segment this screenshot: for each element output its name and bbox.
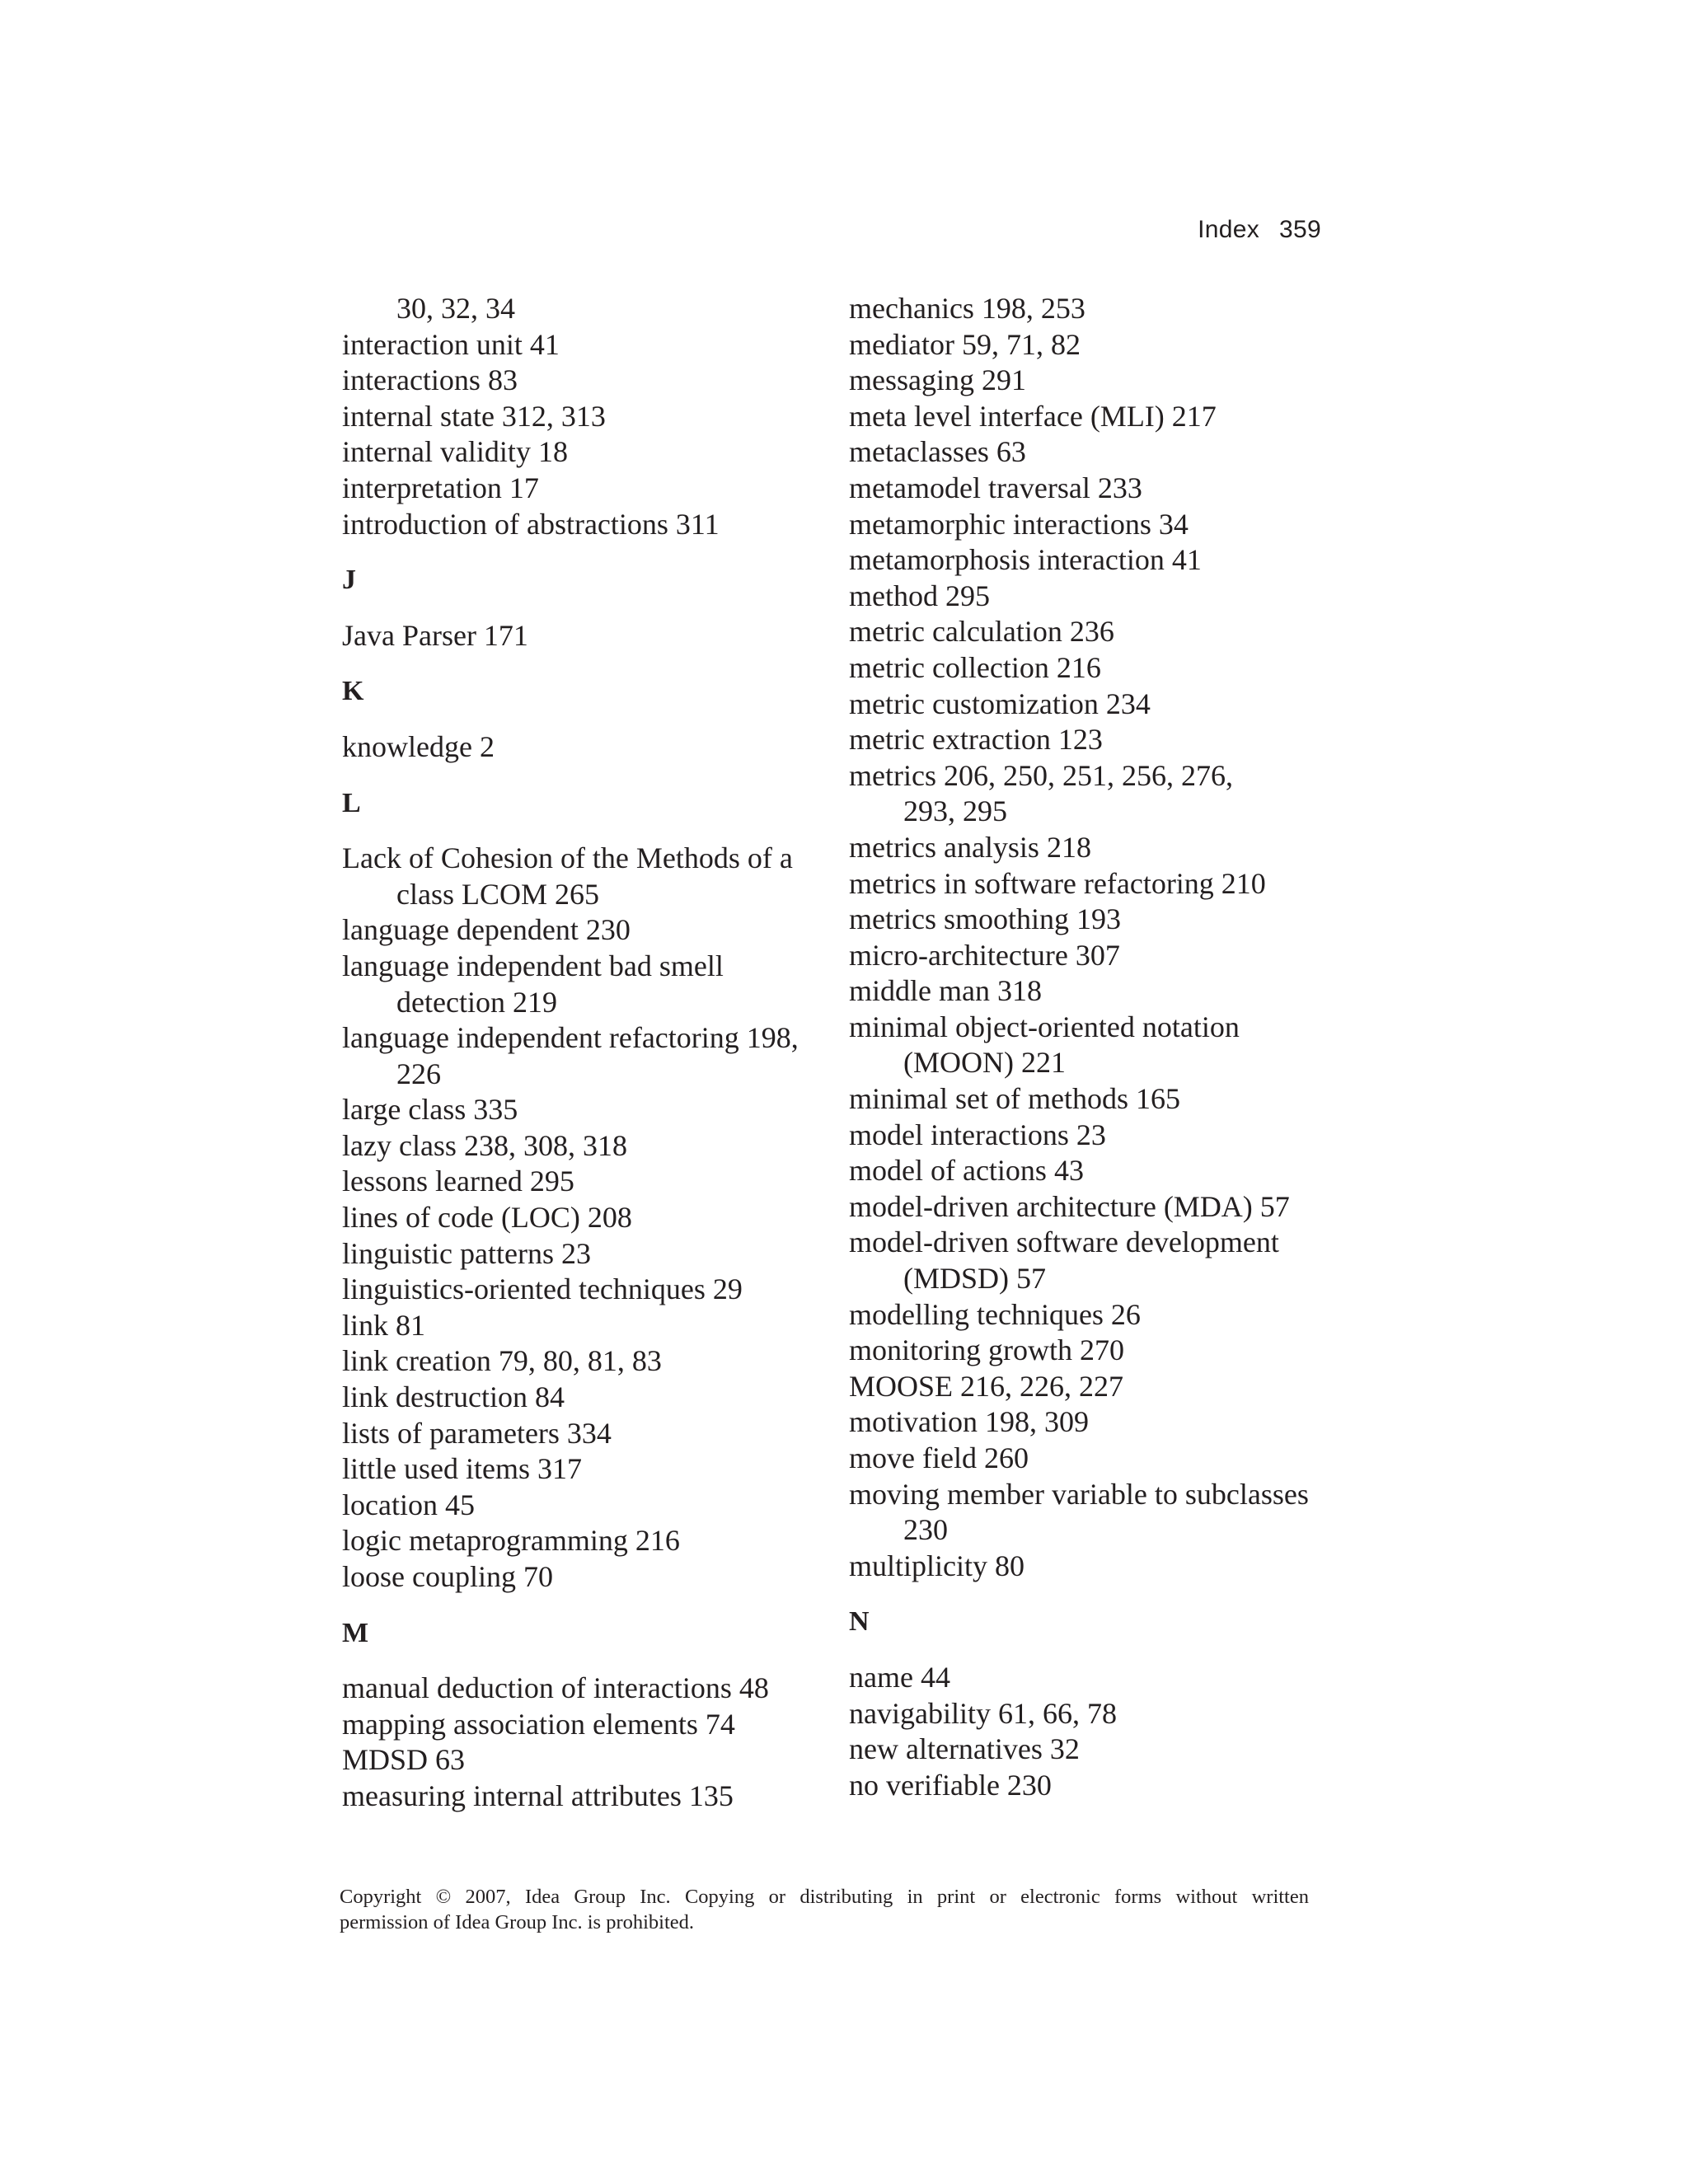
copyright-line-2: permission of Idea Group Inc. is prohibited. [340,1911,695,1933]
index-entry: metrics 206, 250, 251, 256, 276, [849,758,1233,792]
index-entry: interpretation 17 [342,471,539,504]
index-section-letter: N [849,1606,870,1638]
index-section-letter: M [342,1617,369,1648]
index-entry: link destruction 84 [342,1380,565,1414]
index-column-right [849,291,1343,1803]
index-entry: interactions 83 [342,363,518,397]
index-entry: metrics in software refactoring 210 [849,866,1266,900]
index-entry: monitoring growth 270 [849,1333,1124,1367]
index-entry: minimal set of methods 165 [849,1082,1180,1116]
copyright-line-1: Copyright © 2007, Idea Group Inc. Copying or distributing in print or electronic forms without written [340,1886,1309,1908]
index-entry: introduction of abstractions 311 [342,507,720,541]
index-entry: logic metaprogramming 216 [342,1524,680,1558]
index-entry: multiplicity 80 [849,1549,1025,1582]
index-section-letter: K [342,676,364,707]
index-entry: measuring internal attributes 135 [342,1779,734,1812]
index-entry: no verifiable 230 [849,1768,1052,1802]
index-entry-continuation: 226 [396,1057,441,1090]
index-entry-continuation: (MDSD) 57 [903,1262,1047,1296]
index-entry: mediator 59, 71, 82 [849,327,1081,361]
index-entry: metric calculation 236 [849,615,1114,649]
index-entry: metric collection 216 [849,650,1101,684]
index-entry-continuation: 230 [903,1513,948,1547]
index-entry: minimal object-oriented notation [849,1010,1240,1043]
index-entry: model-driven software development [849,1226,1279,1259]
index-entry: link creation 79, 80, 81, 83 [342,1344,662,1378]
index-entry: lessons learned 295 [342,1165,574,1198]
index-entry: lines of code (LOC) 208 [342,1201,632,1235]
index-entry: linguistics-oriented techniques 29 [342,1272,743,1306]
index-entry: MDSD 63 [342,1743,466,1777]
index-entry: link 81 [342,1308,426,1342]
index-entry: Java Parser 171 [342,618,528,652]
index-entry: modelling techniques 26 [849,1297,1141,1331]
index-entry: interaction unit 41 [342,327,560,361]
index-entry: metaclasses 63 [849,435,1026,469]
index-entry: little used items 317 [342,1452,582,1486]
index-entry: messaging 291 [849,363,1026,397]
index-entry: language dependent 230 [342,913,631,947]
index-entry: MOOSE 216, 226, 227 [849,1369,1124,1403]
index-entry: knowledge 2 [342,729,495,763]
index-entry: metric customization 234 [849,687,1151,720]
index-entry: mechanics 198, 253 [849,292,1085,325]
index-entry-continuation: class LCOM 265 [396,877,599,911]
page-number: 359 [1279,216,1321,243]
index-entry: loose coupling 70 [342,1560,553,1593]
index-entry: metric extraction 123 [849,723,1103,757]
index-entry: metamorphic interactions 34 [849,507,1189,541]
copyright-footer [340,1884,1309,1935]
index-entry: navigability 61, 66, 78 [849,1696,1117,1730]
index-entry: method 295 [849,579,990,612]
index-entry: metrics smoothing 193 [849,902,1121,936]
index-entry: name 44 [849,1660,950,1694]
index-entry: moving member variable to subclasses [849,1477,1309,1511]
index-entry: new alternatives 32 [849,1732,1080,1766]
index-entry: model interactions 23 [849,1118,1106,1151]
index-entry: language independent bad smell [342,949,724,982]
index-entry-continuation: 30, 32, 34 [396,292,515,325]
index-entry-continuation: 293, 295 [903,794,1007,828]
index-section-letter: J [342,565,356,596]
index-entry-continuation: (MOON) 221 [903,1046,1066,1080]
index-entry: mapping association elements 74 [342,1707,735,1741]
index-entry-continuation: detection 219 [396,985,557,1019]
index-entry: Lack of Cohesion of the Methods of a [342,841,793,875]
index-entry: lazy class 238, 308, 318 [342,1128,627,1162]
index-entry: motivation 198, 309 [849,1405,1089,1439]
index-entry: metamodel traversal 233 [849,471,1142,504]
index-entry: metrics analysis 218 [849,830,1091,864]
index-entry: middle man 318 [849,974,1042,1008]
index-entry: large class 335 [342,1093,518,1127]
index-column-left [342,291,837,1815]
index-entry: internal validity 18 [342,435,568,469]
running-head-section: Index [1198,216,1260,243]
index-entry: metamorphosis interaction 41 [849,543,1202,577]
index-entry: model-driven architecture (MDA) 57 [849,1189,1290,1223]
index-entry: lists of parameters 334 [342,1416,612,1450]
index-entry: move field 260 [849,1441,1029,1474]
index-entry: meta level interface (MLI) 217 [849,399,1217,433]
index-section-letter: L [342,787,361,818]
index-entry: manual deduction of interactions 48 [342,1671,769,1705]
index-entry: location 45 [342,1488,475,1521]
index-entry: language independent refactoring 198, [342,1021,799,1055]
index-entry: micro-architecture 307 [849,938,1120,972]
index-entry: model of actions 43 [849,1154,1084,1188]
index-entry: linguistic patterns 23 [342,1236,591,1270]
running-head [1198,216,1321,244]
index-entry: internal state 312, 313 [342,399,606,433]
